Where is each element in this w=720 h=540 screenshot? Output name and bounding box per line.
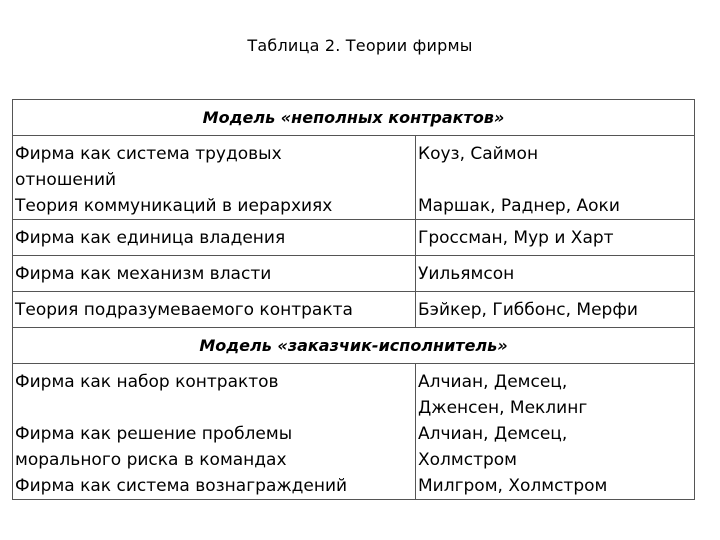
theory-cell: Теория подразумеваемого контракта — [13, 292, 416, 328]
authors-cell: Бэйкер, Гиббонс, Мерфи — [416, 292, 695, 328]
table-row — [13, 136, 695, 220]
table-row — [13, 256, 695, 292]
theory-text: Фирма как система трудовых — [15, 144, 282, 164]
section-header-row — [13, 328, 695, 364]
theories-table — [12, 99, 695, 500]
authors-cell — [416, 136, 695, 220]
theory-cell: Фирма как механизм власти — [13, 256, 416, 292]
authors-cell: Гроссман, Мур и Харт — [416, 220, 695, 256]
theory-text: отношений — [15, 170, 117, 190]
table-row — [13, 220, 695, 256]
table-row — [13, 364, 695, 500]
authors-text: Алчиан, Демсец, — [418, 372, 568, 392]
theory-cell — [13, 136, 416, 220]
authors-cell: Уильямсон — [416, 256, 695, 292]
section-header-row — [13, 100, 695, 136]
authors-text: Алчиан, Демсец, — [418, 424, 568, 444]
authors-text: Милгром, Холмстром — [418, 476, 608, 496]
table-title: Таблица 2. Теории фирмы — [247, 36, 473, 55]
authors-text — [418, 167, 692, 193]
theory-text: Теория коммуникаций в иерархиях — [15, 196, 333, 216]
authors-text: Дженсен, Меклинг — [418, 398, 588, 418]
theory-text: морального риска в командах — [15, 450, 287, 470]
theory-cell: Фирма как единица владения — [13, 220, 416, 256]
theory-cell — [13, 364, 416, 500]
authors-cell — [416, 364, 695, 500]
table-row — [13, 292, 695, 328]
authors-text: Холмстром — [418, 450, 518, 470]
theory-text: Фирма как система вознаграждений — [15, 476, 348, 496]
section-header-principal-agent: Модель «заказчик-исполнитель» — [13, 328, 695, 364]
section-header-incomplete-contracts: Модель «неполных контрактов» — [13, 100, 695, 136]
theory-text: Фирма как решение проблемы — [15, 424, 293, 444]
authors-text: Коуз, Саймон — [418, 144, 539, 164]
theory-text — [15, 395, 413, 421]
authors-text: Маршак, Раднер, Аоки — [418, 196, 620, 216]
theory-text: Фирма как набор контрактов — [15, 372, 279, 392]
